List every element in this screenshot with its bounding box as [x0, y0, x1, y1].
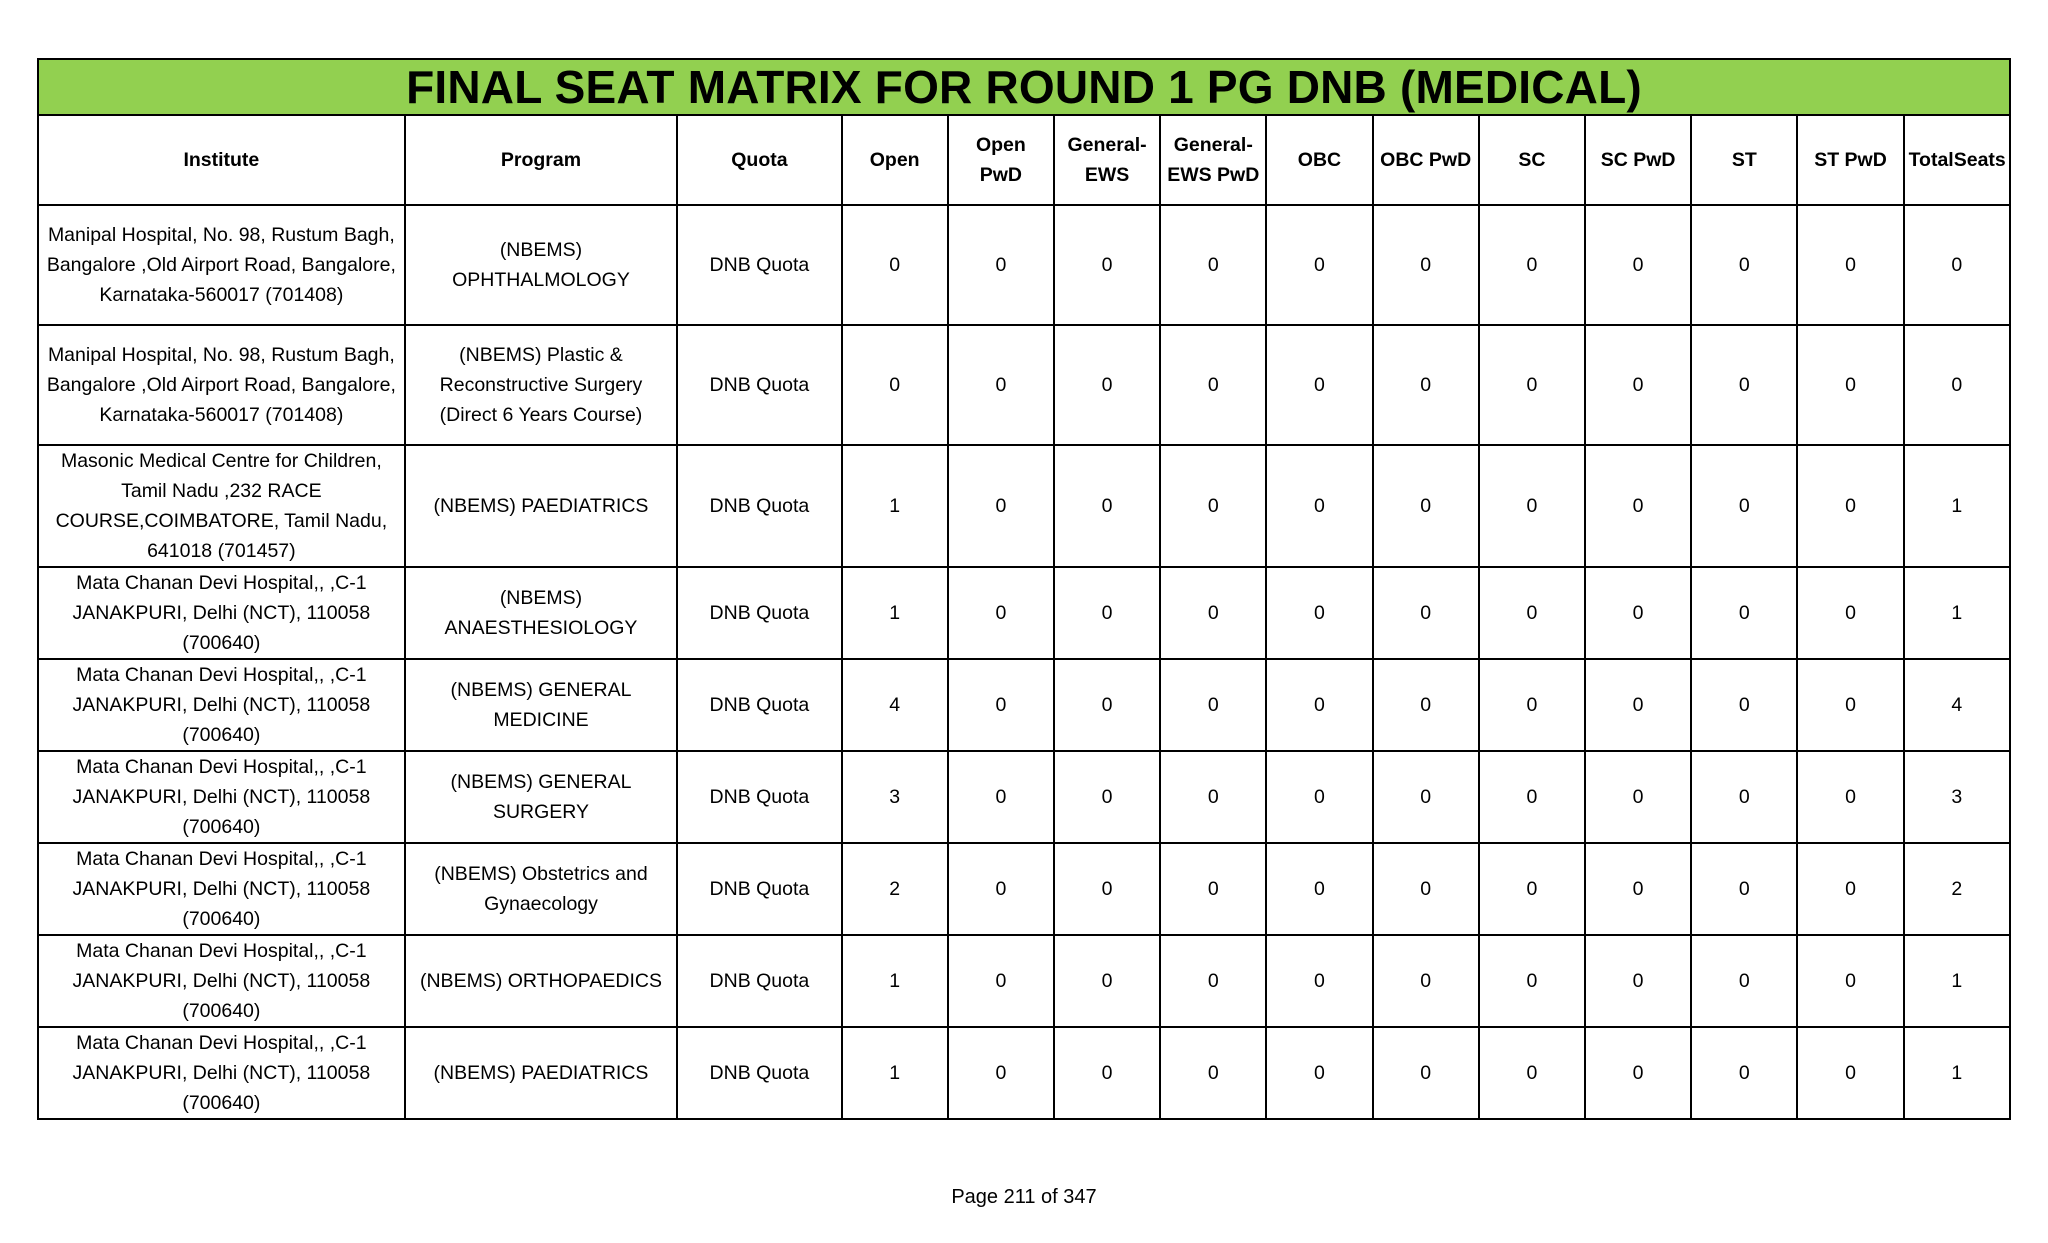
- seat-cell: 0: [1691, 567, 1797, 659]
- seat-cell: 0: [1479, 843, 1585, 935]
- seat-cell: 0: [1797, 445, 1903, 567]
- institute-cell: Mata Chanan Devi Hospital,, ,C-1 JANAKPURI, Delhi (NCT), 110058 (700640): [38, 1027, 405, 1119]
- seat-cell: 0: [1160, 843, 1266, 935]
- total-seats-cell: 2: [1904, 843, 2010, 935]
- seat-cell: 0: [1585, 751, 1691, 843]
- total-seats-cell: 0: [1904, 205, 2010, 325]
- seat-cell: 2: [842, 843, 948, 935]
- seat-cell: 1: [842, 1027, 948, 1119]
- quota-cell: DNB Quota: [677, 843, 841, 935]
- column-header: General-EWS PwD: [1160, 115, 1266, 205]
- seat-cell: 0: [1373, 843, 1479, 935]
- seat-cell: 0: [1585, 935, 1691, 1027]
- total-seats-cell: 1: [1904, 445, 2010, 567]
- seat-cell: 0: [1585, 445, 1691, 567]
- seat-cell: 0: [1054, 325, 1160, 445]
- seat-cell: 1: [842, 445, 948, 567]
- seat-cell: 0: [948, 843, 1054, 935]
- seat-cell: 0: [1479, 205, 1585, 325]
- seat-cell: 0: [1160, 325, 1266, 445]
- seat-cell: 0: [1585, 205, 1691, 325]
- seat-cell: 0: [1797, 935, 1903, 1027]
- seat-cell: 0: [1266, 205, 1372, 325]
- seat-matrix-table: [37, 58, 2011, 1120]
- quota-cell: DNB Quota: [677, 567, 841, 659]
- institute-cell: Mata Chanan Devi Hospital,, ,C-1 JANAKPURI, Delhi (NCT), 110058 (700640): [38, 567, 405, 659]
- institute-cell: Manipal Hospital, No. 98, Rustum Bagh, Bangalore ,Old Airport Road, Bangalore, Karnataka-560017 (701408): [38, 325, 405, 445]
- seat-cell: 0: [1691, 843, 1797, 935]
- seat-cell: 0: [1585, 1027, 1691, 1119]
- seat-matrix-sheet: [37, 58, 2011, 1120]
- program-cell: (NBEMS) GENERAL SURGERY: [405, 751, 678, 843]
- total-seats-cell: 0: [1904, 325, 2010, 445]
- column-header: Open PwD: [948, 115, 1054, 205]
- seat-cell: 0: [1054, 659, 1160, 751]
- column-header-row: [38, 115, 2010, 205]
- institute-cell: Mata Chanan Devi Hospital,, ,C-1 JANAKPURI, Delhi (NCT), 110058 (700640): [38, 843, 405, 935]
- institute-cell: Manipal Hospital, No. 98, Rustum Bagh, Bangalore ,Old Airport Road, Bangalore, Karnataka-560017 (701408): [38, 205, 405, 325]
- seat-cell: 0: [1160, 659, 1266, 751]
- seat-cell: 0: [1479, 751, 1585, 843]
- seat-cell: 3: [842, 751, 948, 843]
- program-cell: (NBEMS) Plastic & Reconstructive Surgery (Direct 6 Years Course): [405, 325, 678, 445]
- seat-cell: 0: [1373, 751, 1479, 843]
- program-cell: (NBEMS) GENERAL MEDICINE: [405, 659, 678, 751]
- table-title: FINAL SEAT MATRIX FOR ROUND 1 PG DNB (MEDICAL): [38, 59, 2010, 115]
- seat-cell: 0: [948, 205, 1054, 325]
- seat-cell: 0: [948, 325, 1054, 445]
- seat-cell: 0: [1373, 325, 1479, 445]
- seat-cell: 0: [1691, 751, 1797, 843]
- seat-cell: 0: [1266, 1027, 1372, 1119]
- seat-cell: 0: [1585, 325, 1691, 445]
- seat-cell: 0: [1797, 567, 1903, 659]
- seat-cell: 0: [948, 1027, 1054, 1119]
- total-seats-cell: 4: [1904, 659, 2010, 751]
- seat-cell: 0: [842, 325, 948, 445]
- seat-cell: 0: [1054, 1027, 1160, 1119]
- seat-cell: 0: [842, 205, 948, 325]
- column-header: Quota: [677, 115, 841, 205]
- seat-cell: 0: [1797, 205, 1903, 325]
- seat-cell: 0: [1373, 659, 1479, 751]
- seat-cell: 0: [1054, 751, 1160, 843]
- seat-cell: 0: [1797, 659, 1903, 751]
- column-header: Open: [842, 115, 948, 205]
- total-seats-cell: 1: [1904, 567, 2010, 659]
- program-cell: (NBEMS) Obstetrics and Gynaecology: [405, 843, 678, 935]
- quota-cell: DNB Quota: [677, 935, 841, 1027]
- column-header: OBC: [1266, 115, 1372, 205]
- seat-cell: 1: [842, 935, 948, 1027]
- seat-cell: 0: [1160, 567, 1266, 659]
- seat-cell: 0: [1691, 1027, 1797, 1119]
- institute-cell: Mata Chanan Devi Hospital,, ,C-1 JANAKPURI, Delhi (NCT), 110058 (700640): [38, 935, 405, 1027]
- table-row: [38, 205, 2010, 325]
- seat-cell: 0: [1479, 325, 1585, 445]
- seat-cell: 0: [1691, 935, 1797, 1027]
- seat-cell: 0: [1266, 935, 1372, 1027]
- total-seats-cell: 1: [1904, 935, 2010, 1027]
- table-row: [38, 567, 2010, 659]
- seat-cell: 0: [1266, 843, 1372, 935]
- seat-cell: 0: [1479, 445, 1585, 567]
- seat-cell: 0: [948, 567, 1054, 659]
- seat-cell: 0: [1266, 567, 1372, 659]
- table-row: [38, 659, 2010, 751]
- program-cell: (NBEMS) ANAESTHESIOLOGY: [405, 567, 678, 659]
- seat-cell: 0: [1373, 935, 1479, 1027]
- seat-cell: 1: [842, 567, 948, 659]
- column-header: TotalSeats: [1904, 115, 2010, 205]
- quota-cell: DNB Quota: [677, 751, 841, 843]
- column-header: OBC PwD: [1373, 115, 1479, 205]
- seat-cell: 0: [1266, 445, 1372, 567]
- seat-cell: 0: [1585, 843, 1691, 935]
- seat-cell: 0: [948, 935, 1054, 1027]
- table-row: [38, 1027, 2010, 1119]
- column-header: General-EWS: [1054, 115, 1160, 205]
- seat-cell: 0: [1373, 445, 1479, 567]
- seat-cell: 0: [1160, 205, 1266, 325]
- seat-cell: 0: [1373, 205, 1479, 325]
- seat-cell: 0: [1373, 1027, 1479, 1119]
- seat-cell: 0: [1479, 935, 1585, 1027]
- seat-cell: 0: [1160, 935, 1266, 1027]
- institute-cell: Mata Chanan Devi Hospital,, ,C-1 JANAKPURI, Delhi (NCT), 110058 (700640): [38, 659, 405, 751]
- seat-cell: 0: [1797, 1027, 1903, 1119]
- seat-cell: 0: [1691, 445, 1797, 567]
- seat-cell: 0: [1266, 325, 1372, 445]
- table-row: [38, 445, 2010, 567]
- seat-cell: 0: [1585, 567, 1691, 659]
- program-cell: (NBEMS) ORTHOPAEDICS: [405, 935, 678, 1027]
- seat-cell: 0: [1691, 205, 1797, 325]
- seat-cell: 0: [1797, 751, 1903, 843]
- table-row: [38, 935, 2010, 1027]
- column-header: SC PwD: [1585, 115, 1691, 205]
- seat-cell: 0: [1797, 325, 1903, 445]
- seat-cell: 0: [1266, 751, 1372, 843]
- seat-cell: 0: [1266, 659, 1372, 751]
- program-cell: (NBEMS) PAEDIATRICS: [405, 1027, 678, 1119]
- program-cell: (NBEMS) PAEDIATRICS: [405, 445, 678, 567]
- seat-cell: 0: [1054, 843, 1160, 935]
- seat-cell: 0: [1054, 445, 1160, 567]
- column-header: ST PwD: [1797, 115, 1903, 205]
- seat-cell: 0: [1054, 205, 1160, 325]
- quota-cell: DNB Quota: [677, 1027, 841, 1119]
- seat-cell: 4: [842, 659, 948, 751]
- seat-cell: 0: [1054, 567, 1160, 659]
- column-header: Institute: [38, 115, 405, 205]
- seat-cell: 0: [1691, 659, 1797, 751]
- total-seats-cell: 1: [1904, 1027, 2010, 1119]
- seat-cell: 0: [1585, 659, 1691, 751]
- seat-cell: 0: [1160, 445, 1266, 567]
- seat-cell: 0: [1479, 567, 1585, 659]
- page-number: Page 211 of 347: [951, 1186, 1097, 1208]
- program-cell: (NBEMS) OPHTHALMOLOGY: [405, 205, 678, 325]
- seat-cell: 0: [948, 445, 1054, 567]
- quota-cell: DNB Quota: [677, 325, 841, 445]
- quota-cell: DNB Quota: [677, 445, 841, 567]
- table-row: [38, 325, 2010, 445]
- seat-cell: 0: [1160, 1027, 1266, 1119]
- table-row: [38, 751, 2010, 843]
- seat-cell: 0: [1479, 1027, 1585, 1119]
- seat-cell: 0: [1797, 843, 1903, 935]
- seat-cell: 0: [948, 659, 1054, 751]
- institute-cell: Masonic Medical Centre for Children, Tamil Nadu ,232 RACE COURSE,COIMBATORE, Tamil Nadu, 641018 (701457): [38, 445, 405, 567]
- column-header: ST: [1691, 115, 1797, 205]
- column-header: Program: [405, 115, 678, 205]
- seat-cell: 0: [1479, 659, 1585, 751]
- institute-cell: Mata Chanan Devi Hospital,, ,C-1 JANAKPURI, Delhi (NCT), 110058 (700640): [38, 751, 405, 843]
- seat-cell: 0: [948, 751, 1054, 843]
- table-row: [38, 843, 2010, 935]
- seat-cell: 0: [1373, 567, 1479, 659]
- column-header: SC: [1479, 115, 1585, 205]
- seat-cell: 0: [1160, 751, 1266, 843]
- quota-cell: DNB Quota: [677, 205, 841, 325]
- quota-cell: DNB Quota: [677, 659, 841, 751]
- total-seats-cell: 3: [1904, 751, 2010, 843]
- seat-cell: 0: [1054, 935, 1160, 1027]
- seat-cell: 0: [1691, 325, 1797, 445]
